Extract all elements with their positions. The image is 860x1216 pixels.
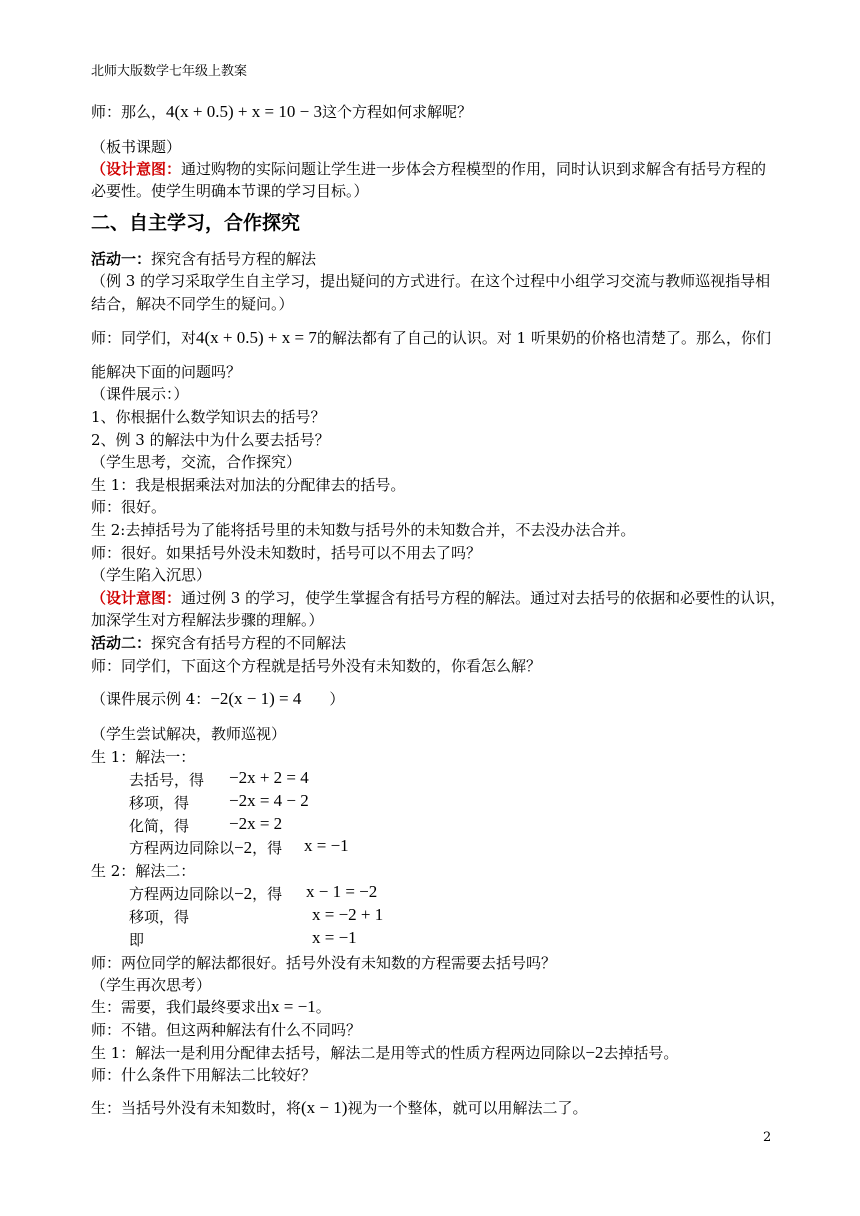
text: 去掉括号。 [603,1044,679,1062]
text-line [91,997,331,1017]
text-line: 1、你根据什么数学知识去的括号？ [91,408,326,426]
math-expression: −2x = 4 − 2 [229,791,309,810]
math-expression: −2x = 2 [229,814,283,833]
text-line: （学生思考，交流，合作探究） [91,453,302,471]
text-line: （学生尝试解决，教师巡视） [91,725,287,743]
text: 探究含有括号方程的不同解法 [151,634,347,652]
text: 这个方程如何求解呢？ [321,103,472,121]
text: 师：同学们，对 [91,329,197,347]
text-line: 加深学生对方程解法步骤的理解。） [91,611,324,629]
text-line: 师：两位同学的解法都很好。括号外没有未知数的方程需要去括号吗？ [91,954,557,972]
text-line: 师：同学们，下面这个方程就是括号外没有未知数的，你看怎么解？ [91,657,542,675]
text: 通过购物的实际问题让学生进一步体会方程模型的作用，同时认识到求解含有括号方程的 [181,160,767,178]
text-line: 生 1：解法一： [91,748,196,766]
text-line [91,102,472,122]
page-header: 北师大版数学七年级上教案 [91,64,248,79]
solution-step-label: 去括号，得 [129,771,205,789]
text: 探究含有括号方程的解法 [151,250,317,268]
text-line: 师：不错。但这两种解法有什么不同吗？ [91,1021,362,1039]
text: （ [91,589,107,607]
math-expression: x = −1 [312,928,357,947]
text: 的解法都有了自己的认识。对 1 听果奶的价格也清楚了。那么，你们 [316,329,771,347]
solution-step-label: 移项，得 [129,794,190,812]
text-line: 生 1：我是根据乘法对加法的分配律去的括号。 [91,476,406,494]
text-line: 生 2:去掉括号为了能将括号里的未知数与括号外的未知数合并，不去没办法合并。 [91,521,636,539]
math-expression: −2 [585,1043,604,1062]
design-intent-line [91,159,766,179]
text-line: 必要性。使学生明确本节课的学习目标。） [91,182,369,200]
solution-step-label: 移项，得 [129,908,190,926]
text: 通过例 3 的学习，使学生掌握含有括号方程的解法。通过对去括号的依据和必要性的认识， [181,589,786,607]
text-line: 师：什么条件下用解法二比较好？ [91,1066,317,1084]
activity-heading [91,633,346,653]
design-intent-line [91,588,785,608]
text-line: 2、例 3 的解法中为什么要去括号？ [91,431,330,449]
section-heading: 二、自主学习，合作探究 [91,212,301,234]
text-line: 师：很好。如果括号外没未知数时，括号可以不用去了吗？ [91,544,482,562]
text: ，得 [252,839,283,857]
text: ，得 [252,885,283,903]
text-line [91,1043,678,1063]
text-line [91,328,771,348]
solution-step-label: 即 [129,931,145,949]
text: 生 1：解法一是利用分配律去括号，解法二是用等式的性质方程两边同除以 [91,1044,586,1062]
math-expression: −2 [234,884,253,903]
text-line: 师：很好。 [91,498,167,516]
math-expression: −2(x − 1) = 4 [210,689,302,708]
text: （ [91,160,107,178]
math-expression: −2x + 2 = 4 [229,768,309,787]
solution-step-label [129,884,282,904]
text-line: （学生陷入沉思） [91,566,212,584]
page-number: 2 [763,1130,772,1145]
text: 视为一个整体，就可以用解法二了。 [347,1099,588,1117]
text-line: 能解决下面的问题吗？ [91,363,242,381]
math-expression: (x − 1) [301,1098,348,1117]
math-expression: x − 1 = −2 [306,882,378,901]
solution-step-label [129,838,282,858]
text: 。 [315,998,331,1016]
text-line: （学生再次思考） [91,976,212,994]
text: 生：需要，我们最终要求出 [91,998,272,1016]
text-line [91,689,344,709]
math-expression: x = −1 [304,836,349,855]
text: 方程两边同除以 [129,885,235,903]
text-line: 生 2：解法二： [91,862,196,880]
activity-label: 活动二： [91,634,152,652]
text: 师：那么， [91,103,167,121]
design-intent-label: 设计意图： [106,589,182,607]
math-expression: x = −1 [271,997,316,1016]
text-line: （板书课题） [91,138,182,156]
design-intent-label: 设计意图： [106,160,182,178]
activity-heading [91,249,316,269]
text-line: （课件展示：） [91,385,189,403]
text: 生：当括号外没有未知数时，将 [91,1099,302,1117]
math-expression: −2 [234,838,253,857]
text-line: 结合，解决不同学生的疑问。） [91,295,294,313]
solution-step-label: 化简，得 [129,817,190,835]
text: 方程两边同除以 [129,839,235,857]
text: ） [329,690,345,708]
text: （课件展示例 4： [91,690,211,708]
text-line: （例 3 的学习采取学生自主学习，提出疑问的方式进行。在这个过程中小组学习交流与教师巡视指导相 [91,272,771,290]
math-expression: x = −2 + 1 [312,905,384,924]
text-line [91,1098,587,1118]
math-expression: 4(x + 0.5) + x = 7 [196,328,317,347]
activity-label: 活动一： [91,250,152,268]
math-expression: 4(x + 0.5) + x = 10 − 3 [166,102,322,121]
